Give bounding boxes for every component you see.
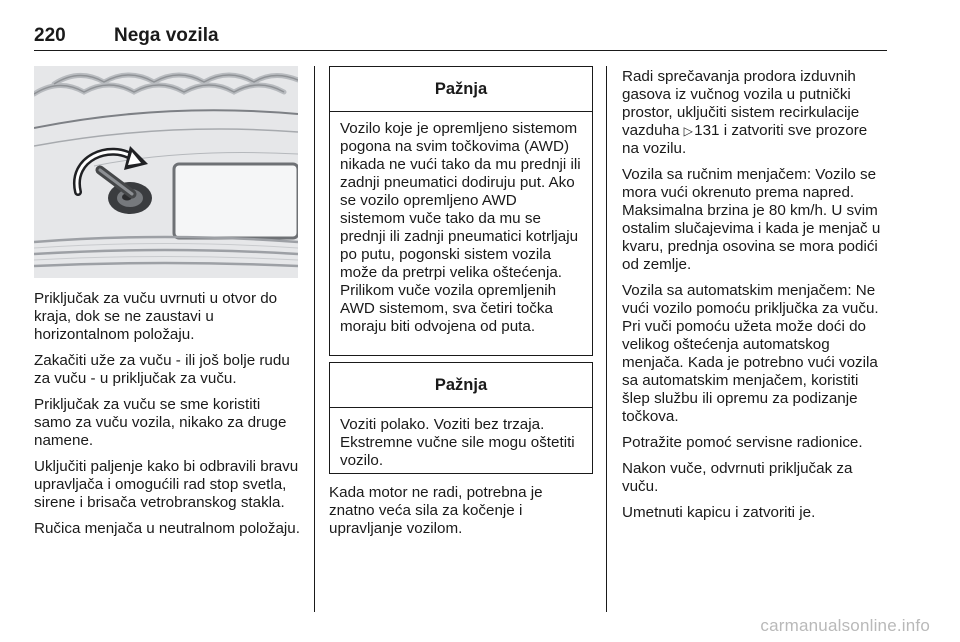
- driving-caution-box: [329, 362, 593, 474]
- caution-title: Pažnja: [330, 67, 592, 112]
- instruction-paragraph: Radi sprečavanja prodora izduvnih gasova iz vučnog vozila u putnički prostor, uključiti sistem recirkulacije vazduha ▷ 131 i zatvoriti sve prozore na vozilu.: [622, 68, 868, 157]
- chapter-title: Nega vozila: [114, 25, 219, 46]
- caution-body: Vozilo koje je opremljeno sistemom pogona na svim točkovima (AWD) nikada ne vući tako da mu prednji ili zadnji pneumatici dodiruju put. Ako se vozilo opremljeno AWD sistemom vuče tako da mu se prednji ili zadnji pneumatici kotrljaju po putu, pogonski sistem vozila može da pretrpi velika oštećenja. Prilikom vuče vozila opremljenih AWD sistemom, sva četiri točka moraju biti odvojena od puta.: [340, 120, 581, 335]
- instruction-paragraph: Priključak za vuču uvrnuti u otvor do kraja, dok se ne zaustavi u horizontalnom položaju.: [34, 290, 278, 343]
- caution-title: Pažnja: [330, 363, 592, 408]
- instruction-paragraph: Vozila sa automatskim menjačem: Ne vući vozilo pomoću priključka za vuču. Pri vuči pomoću užeta može doći do velikog oštećenja automatskog menjača. Kada je potrebno vući vozila sa automatskim menjačem, koristiti šlep službu ili opremu za podizanje točkova.: [622, 282, 879, 425]
- instruction-paragraph: Ručica menjača u neutralnom položaju.: [34, 520, 300, 537]
- awd-caution-box: [329, 66, 593, 356]
- instruction-paragraph: Zakačiti uže za vuču - ili još bolje rudu za vuču - u priključak za vuču.: [34, 352, 290, 387]
- caution-body: Voziti polako. Voziti bez trzaja. Ekstremne vučne sile mogu oštetiti vozilo.: [340, 416, 575, 469]
- instruction-paragraph: Kada motor ne radi, potrebna je znatno veća sila za kočenje i upravljanje vozilom.: [329, 484, 543, 537]
- tow-eye-illustration: [34, 66, 298, 278]
- middle-column-text: [329, 484, 591, 538]
- page-number: 220: [34, 25, 66, 46]
- tow-eye-socket-illustration: [34, 66, 298, 278]
- instruction-paragraph: Vozila sa ručnim menjačem: Vozilo se mora vući okrenuto prema napred. Maksimalna brzina je 80 km/h. U svim ostalim slučajevima i kada je menjač u kvaru, prednja osovina se mora podići od zemlje.: [622, 166, 881, 273]
- instruction-paragraph: Nakon vuče, odvrnuti priključak za vuču.: [622, 460, 853, 495]
- column-divider: [314, 66, 315, 612]
- instruction-paragraph: Uključiti paljenje kako bi odbravili bravu upravljača i omogućili rad stop svetla, sirene i brisača vetrobranskog stakla.: [34, 458, 299, 511]
- page-reference[interactable]: 131: [694, 122, 720, 139]
- right-column-text: [622, 68, 888, 530]
- instruction-paragraph: Umetnuti kapicu i zatvoriti je.: [622, 504, 816, 521]
- page-reference-triangle-icon: ▷: [683, 124, 693, 138]
- watermark-text: carmanualsonline.info: [760, 616, 930, 635]
- column-divider: [606, 66, 607, 612]
- left-column-text: [34, 290, 300, 546]
- instruction-paragraph: Priključak za vuču se sme koristiti samo za vuču vozila, nikako za druge namene.: [34, 396, 287, 449]
- page-header: [34, 20, 887, 51]
- instruction-paragraph: Potražite pomoć servisne radionice.: [622, 434, 863, 451]
